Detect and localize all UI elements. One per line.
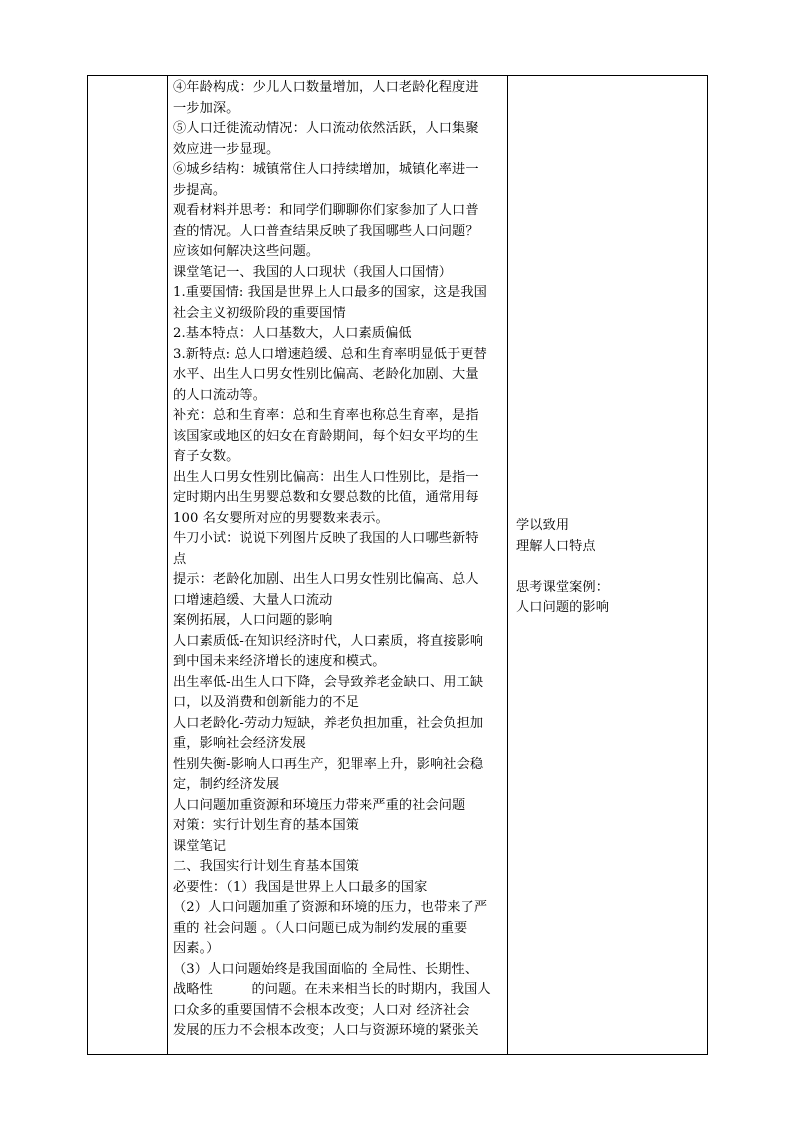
- content-line: 观看材料并思考：和同学们聊聊你们家参加了人口普: [173, 203, 479, 218]
- content-line: 的人口流动等。: [173, 387, 267, 403]
- table-row: [88, 76, 708, 1055]
- content-line: 牛刀小试：说说下列图片反映了我国的人口哪些新特: [173, 531, 479, 546]
- content-line: 口增速趋缓、大量人口流动: [173, 592, 333, 608]
- content-line: 出生率低-出生人口下降，会导致养老金缺口、用工缺: [173, 674, 484, 690]
- content-line: （3）人口问题始终是我国面临的 全局性、长期性、: [173, 961, 479, 977]
- content-line: 人口问题加重资源和环境压力带来严重的社会问题: [173, 797, 466, 813]
- content-line: ④年龄构成：少儿人口数量增加，人口老龄化程度进: [173, 80, 479, 95]
- content-line: 1.重要国情: 我国是世界上人口最多的国家，这是我国: [173, 285, 487, 300]
- content-line: ⑥城乡结构：城镇常住人口持续增加，城镇化率进一: [173, 162, 479, 177]
- content-line: 育子女数。: [173, 449, 240, 464]
- content-line: 水平、出生人口男女性别比偏高、老龄化加剧、大量: [173, 367, 479, 382]
- content-line: 课堂笔记一、我国的人口现状（我国人口国情）: [173, 264, 453, 280]
- side-note-apply: 学以致用: [516, 518, 570, 533]
- content-line: 性别失衡-影响人口再生产，犯罪率上升，影响社会稳: [173, 756, 484, 772]
- content-line: 应该如何解决这些问题。: [173, 244, 320, 259]
- content-line: 出生人口男女性别比偏高：出生人口性别比，是指一: [173, 469, 479, 485]
- content-line: 重，影响社会经济发展: [173, 736, 306, 751]
- content-line: 发展的压力不会根本改变；人口与资源环境的紧张关: [173, 1023, 479, 1038]
- content-line: 3.新特点: 总人口增速趋缓、总和生育率明显低于更替: [173, 346, 487, 362]
- teaching-content: [168, 76, 507, 1042]
- content-line: 口，以及消费和创新能力的不足: [173, 695, 360, 710]
- content-line: 社会主义初级阶段的重要国情: [173, 305, 346, 321]
- content-line: （2）人口问题加重了资源和环境的压力，也带来了严: [173, 900, 488, 915]
- content-line: 步提高。: [173, 182, 227, 198]
- content-line: 该国家或地区的妇女在育龄期间，每个妇女平均的生: [173, 428, 479, 444]
- content-line: 一步加深。: [173, 100, 240, 116]
- content-line: 案例拓展，人口问题的影响: [173, 613, 333, 628]
- left-empty-cell: [88, 76, 168, 1055]
- lesson-plan-table: [87, 75, 708, 1055]
- content-line: 补充：总和生育率：总和生育率也称总生育率，是指: [173, 408, 479, 423]
- side-note-understand: 理解人口特点: [516, 538, 596, 554]
- design-intent-cell: [508, 76, 708, 1055]
- content-line: 人口老龄化-劳动力短缺，养老负担加重，社会负担加: [173, 715, 484, 731]
- content-line: 对策：实行计划生育的基本国策: [173, 818, 360, 833]
- content-line: 人口素质低-在知识经济时代，人口素质，将直接影响: [173, 633, 484, 649]
- side-note-impact: 人口问题的影响: [516, 600, 610, 615]
- content-line: 查的情况。人口普查结果反映了我国哪些人口问题？: [173, 223, 479, 239]
- content-line: 2.基本特点：人口基数大，人口素质偏低: [173, 326, 412, 341]
- content-line: 必要性：（1）我国是世界上人口最多的国家: [173, 879, 428, 895]
- content-line: 因素。）: [173, 941, 220, 956]
- content-line: 点: [173, 551, 187, 567]
- content-line: 重的 社会问题 。（人口问题已成为制约发展的重要: [173, 920, 468, 936]
- content-line: 定，制约经济发展: [173, 777, 280, 792]
- content-line: ⑤人口迁徙流动情况：人口流动依然活跃，人口集聚: [173, 121, 479, 136]
- content-line: 到中国未来经济增长的速度和模式。: [173, 654, 386, 669]
- content-line: 定时期内出生男婴总数和女婴总数的比值，通常用每: [173, 490, 479, 505]
- design-intent-notes: [508, 76, 707, 619]
- content-line: 口众多的重要国情不会根本改变；人口对 经济社会: [173, 1002, 470, 1018]
- content-line: 战略性 的问题。在未来相当长的时期内，我国人: [173, 982, 491, 997]
- content-line: 课堂笔记: [173, 838, 227, 854]
- content-line: 效应进一步显现。: [173, 141, 280, 157]
- content-line: 提示：老龄化加剧、出生人口男女性别比偏高、总人: [173, 572, 479, 587]
- content-line: 100 名女婴所对应的男婴数来表示。: [173, 510, 389, 526]
- content-line: 二、我国实行计划生育基本国策: [173, 859, 360, 874]
- teaching-content-cell: [168, 76, 508, 1055]
- side-note-think-case: 思考课堂案例：: [516, 579, 610, 595]
